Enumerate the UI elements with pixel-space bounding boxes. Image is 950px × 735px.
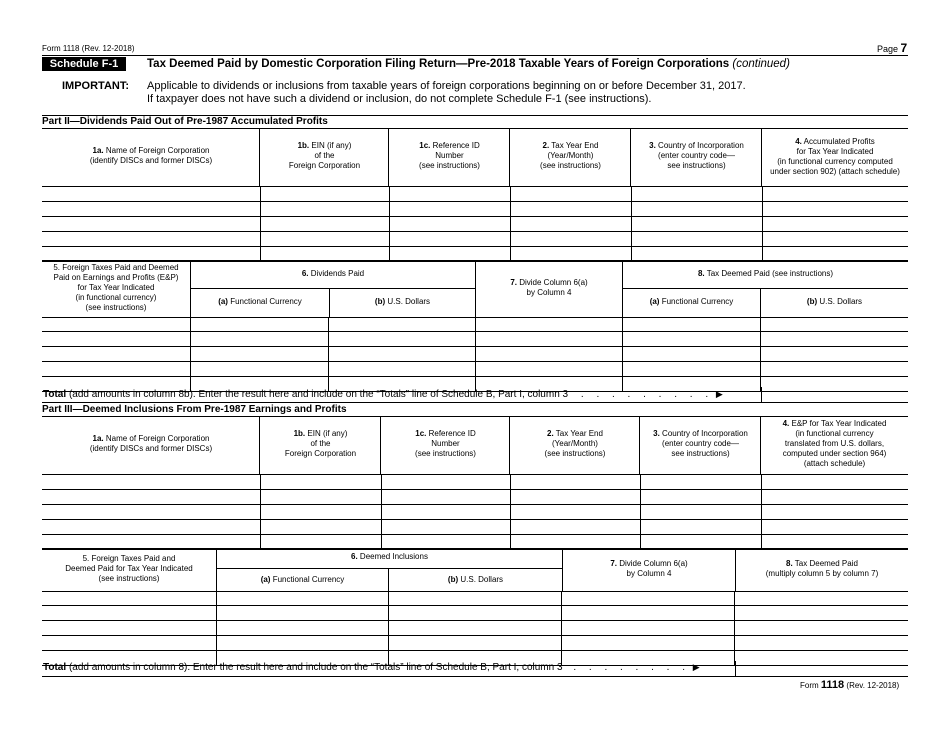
part3-bottom-header bbox=[42, 548, 908, 592]
input-cell[interactable] bbox=[561, 606, 734, 621]
input-cell[interactable] bbox=[631, 217, 762, 232]
input-cell[interactable] bbox=[510, 520, 640, 535]
input-cell[interactable] bbox=[42, 362, 190, 377]
part3-top-table bbox=[42, 475, 908, 550]
column-header: 4. Accumulated Profits for Tax Year Indicated (in functional currency computed under section 902) (attach schedule) bbox=[770, 137, 900, 176]
input-cell[interactable] bbox=[381, 475, 510, 490]
input-cell[interactable] bbox=[190, 362, 328, 377]
input-cell[interactable] bbox=[475, 317, 622, 332]
input-cell[interactable] bbox=[622, 317, 760, 332]
column-header: 3. Country of Incorporation (enter country code— see instructions) bbox=[649, 141, 744, 170]
input-cell[interactable] bbox=[216, 621, 388, 636]
page-label: Page bbox=[877, 44, 899, 54]
input-cell[interactable] bbox=[260, 232, 389, 247]
schedule-tag: Schedule F-1 bbox=[42, 57, 126, 71]
input-cell[interactable] bbox=[388, 636, 561, 651]
part3-title: Part III—Deemed Inclusions From Pre-1987 Earnings and Profits bbox=[42, 404, 347, 415]
input-cell[interactable] bbox=[381, 490, 510, 505]
part3-total-line: Total (add amounts in column 8). Enter the result here and include on the “Totals” line of Schedule B, Part I, column 3 . . . . . . . . ▶ bbox=[43, 662, 700, 673]
p2-col8-header: 8. Tax Deemed Paid (see instructions) bbox=[697, 269, 834, 278]
input-cell[interactable] bbox=[761, 475, 908, 490]
input-cell[interactable] bbox=[760, 347, 908, 362]
input-cell[interactable] bbox=[388, 591, 561, 606]
column-header: 1b. EIN (if any) of the Foreign Corporation bbox=[284, 429, 357, 458]
important-label: IMPORTANT: bbox=[62, 80, 130, 92]
input-cell[interactable] bbox=[388, 621, 561, 636]
part3-bottom-row bbox=[42, 621, 908, 636]
input-cell[interactable] bbox=[190, 332, 328, 347]
input-cell[interactable] bbox=[631, 187, 762, 202]
part2-top-row bbox=[42, 217, 908, 232]
input-cell[interactable] bbox=[389, 202, 510, 217]
p2-col6-header: 6. Dividends Paid bbox=[301, 269, 365, 278]
part2-top-header bbox=[42, 128, 908, 187]
input-cell[interactable] bbox=[510, 217, 631, 232]
p3-col8-header: 8. Tax Deemed Paid (multiply column 5 by column 7) bbox=[765, 559, 879, 578]
input-cell[interactable] bbox=[260, 202, 389, 217]
part2-top-row bbox=[42, 232, 908, 247]
input-cell[interactable] bbox=[260, 187, 389, 202]
input-cell[interactable] bbox=[389, 217, 510, 232]
p2-col6a-header: (a) Functional Currency bbox=[218, 297, 302, 306]
input-cell[interactable] bbox=[216, 591, 388, 606]
column-header: 2. Tax Year End (Year/Month) (see instructions) bbox=[540, 141, 601, 170]
part3-top-row bbox=[42, 505, 908, 520]
input-cell[interactable] bbox=[561, 621, 734, 636]
part2-total-line: Total (add amounts in column 8b). Enter the result here and include on the “Totals” line of Schedule B, Part I, column 3 . . . . . . . . . ▶ bbox=[43, 389, 723, 400]
p3-col6b-header: (b) U.S. Dollars bbox=[447, 575, 504, 584]
page-number bbox=[877, 41, 907, 55]
input-cell[interactable] bbox=[762, 202, 908, 217]
input-cell[interactable] bbox=[42, 636, 216, 651]
important-line2: If taxpayer does not have such a dividend or inclusion, do not complete Schedule F-1 (see instructions). bbox=[147, 93, 652, 105]
input-cell[interactable] bbox=[381, 520, 510, 535]
part2-bottom-row bbox=[42, 362, 908, 377]
input-cell[interactable] bbox=[381, 505, 510, 520]
p2-col7-header: 7. Divide Column 6(a) by Column 4 bbox=[510, 278, 588, 297]
input-cell[interactable] bbox=[622, 332, 760, 347]
input-cell[interactable] bbox=[561, 591, 734, 606]
part2-bottom-row bbox=[42, 317, 908, 332]
input-cell[interactable] bbox=[42, 217, 260, 232]
part3-top-row bbox=[42, 520, 908, 535]
input-cell[interactable] bbox=[42, 475, 260, 490]
p2-col8b-header: (b) U.S. Dollars bbox=[806, 297, 863, 306]
input-cell[interactable] bbox=[760, 362, 908, 377]
schedule-title: Tax Deemed Paid by Domestic Corporation Filing Return—Pre-2018 Taxable Years of Foreign Corporations bbox=[147, 58, 730, 70]
input-cell[interactable] bbox=[389, 187, 510, 202]
part2-bottom-header bbox=[42, 260, 908, 318]
input-cell[interactable] bbox=[561, 636, 734, 651]
input-cell[interactable] bbox=[510, 505, 640, 520]
page-num: 7 bbox=[900, 41, 908, 55]
input-cell[interactable] bbox=[640, 475, 761, 490]
p2-col5-header: 5. Foreign Taxes Paid and Deemed Paid on Earnings and Profits (E&P) for Tax Year Indicated (in functional currency) (see instructions) bbox=[53, 263, 179, 312]
input-cell[interactable] bbox=[260, 475, 381, 490]
form-id: Form 1118 (Rev. 12-2018) bbox=[42, 44, 135, 53]
column-header: 1a. Name of Foreign Corporation (identify DISCs and former DISCs) bbox=[89, 434, 213, 453]
input-cell[interactable] bbox=[260, 217, 389, 232]
input-cell[interactable] bbox=[762, 232, 908, 247]
input-cell[interactable] bbox=[631, 202, 762, 217]
input-cell[interactable] bbox=[631, 232, 762, 247]
p3-col6a-header: (a) Functional Currency bbox=[260, 575, 345, 584]
input-cell[interactable] bbox=[510, 232, 631, 247]
input-cell[interactable] bbox=[622, 362, 760, 377]
footer-form-id: Form 1118 (Rev. 12-2018) bbox=[800, 679, 900, 691]
input-cell[interactable] bbox=[510, 490, 640, 505]
input-cell[interactable] bbox=[260, 520, 381, 535]
input-cell[interactable] bbox=[761, 520, 908, 535]
part2-bottom-row bbox=[42, 332, 908, 347]
important-text bbox=[147, 80, 746, 106]
input-cell[interactable] bbox=[260, 505, 381, 520]
input-cell[interactable] bbox=[190, 347, 328, 362]
input-cell[interactable] bbox=[622, 347, 760, 362]
input-cell[interactable] bbox=[260, 490, 381, 505]
input-cell[interactable] bbox=[328, 362, 475, 377]
input-cell[interactable] bbox=[42, 520, 260, 535]
input-cell[interactable] bbox=[42, 591, 216, 606]
input-cell[interactable] bbox=[762, 217, 908, 232]
part3-total-input[interactable] bbox=[735, 661, 909, 676]
input-cell[interactable] bbox=[328, 332, 475, 347]
part2-top-row bbox=[42, 202, 908, 217]
schedule-continued: (continued) bbox=[732, 58, 790, 70]
input-cell[interactable] bbox=[42, 621, 216, 636]
input-cell[interactable] bbox=[388, 606, 561, 621]
input-cell[interactable] bbox=[760, 317, 908, 332]
input-cell[interactable] bbox=[760, 332, 908, 347]
part3-bottom-row bbox=[42, 606, 908, 621]
input-cell[interactable] bbox=[216, 636, 388, 651]
p3-col5-header: 5. Foreign Taxes Paid and Deemed Paid for Tax Year Indicated (see instructions) bbox=[65, 554, 193, 583]
input-cell[interactable] bbox=[216, 606, 388, 621]
input-cell[interactable] bbox=[761, 505, 908, 520]
input-cell[interactable] bbox=[640, 490, 761, 505]
part3-top-row bbox=[42, 490, 908, 505]
input-cell[interactable] bbox=[328, 317, 475, 332]
column-header: 1c. Reference ID Number (see instructions) bbox=[419, 141, 480, 170]
part3-bottom-row bbox=[42, 636, 908, 651]
input-cell[interactable] bbox=[42, 347, 190, 362]
input-cell[interactable] bbox=[475, 347, 622, 362]
column-header: 1c. Reference ID Number (see instructions) bbox=[415, 429, 476, 458]
input-cell[interactable] bbox=[475, 332, 622, 347]
part2-bottom-table bbox=[42, 317, 908, 392]
input-cell[interactable] bbox=[475, 362, 622, 377]
input-cell[interactable] bbox=[510, 202, 631, 217]
input-cell[interactable] bbox=[734, 606, 908, 621]
input-cell[interactable] bbox=[42, 232, 260, 247]
part3-top-row bbox=[42, 475, 908, 490]
input-cell[interactable] bbox=[734, 591, 908, 606]
column-header: 4. E&P for Tax Year Indicated (in functional currency translated from U.S. dollars, computed under section 964) (attach schedule) bbox=[782, 419, 887, 468]
input-cell[interactable] bbox=[42, 187, 260, 202]
p2-col6b-header: (b) U.S. Dollars bbox=[374, 297, 431, 306]
input-cell[interactable] bbox=[761, 490, 908, 505]
input-cell[interactable] bbox=[734, 636, 908, 651]
input-cell[interactable] bbox=[42, 317, 190, 332]
part2-total-input[interactable] bbox=[761, 387, 909, 402]
part3-bottom-row bbox=[42, 591, 908, 606]
schedule-title-wrap bbox=[147, 57, 790, 71]
part2-bottom-row bbox=[42, 347, 908, 362]
input-cell[interactable] bbox=[42, 332, 190, 347]
input-cell[interactable] bbox=[510, 475, 640, 490]
input-cell[interactable] bbox=[762, 187, 908, 202]
p3-col6-header: 6. Deemed Inclusions bbox=[351, 552, 428, 561]
input-cell[interactable] bbox=[640, 505, 761, 520]
input-cell[interactable] bbox=[42, 606, 216, 621]
input-cell[interactable] bbox=[510, 187, 631, 202]
input-cell[interactable] bbox=[42, 490, 260, 505]
input-cell[interactable] bbox=[640, 520, 761, 535]
input-cell[interactable] bbox=[190, 317, 328, 332]
part2-title: Part II—Dividends Paid Out of Pre-1987 Accumulated Profits bbox=[42, 116, 328, 127]
p2-col8a-header: (a) Functional Currency bbox=[649, 297, 734, 306]
input-cell[interactable] bbox=[328, 347, 475, 362]
input-cell[interactable] bbox=[42, 505, 260, 520]
part3-top-header bbox=[42, 416, 908, 475]
input-cell[interactable] bbox=[734, 621, 908, 636]
column-header: 1b. EIN (if any) of the Foreign Corporation bbox=[288, 141, 361, 170]
part2-top-table bbox=[42, 187, 908, 262]
part3-bottom-table bbox=[42, 591, 908, 666]
column-header: 3. Country of Incorporation (enter country code— see instructions) bbox=[653, 429, 748, 458]
column-header: 1a. Name of Foreign Corporation (identify DISCs and former DISCs) bbox=[89, 146, 213, 165]
important-line1: Applicable to dividends or inclusions from taxable years of foreign corporations beginning on or before December 31, 2017. bbox=[147, 80, 746, 92]
column-header: 2. Tax Year End (Year/Month) (see instructions) bbox=[544, 429, 606, 458]
part2-top-row bbox=[42, 187, 908, 202]
input-cell[interactable] bbox=[42, 202, 260, 217]
input-cell[interactable] bbox=[389, 232, 510, 247]
p3-col7-header: 7. Divide Column 6(a) by Column 4 bbox=[610, 559, 688, 578]
